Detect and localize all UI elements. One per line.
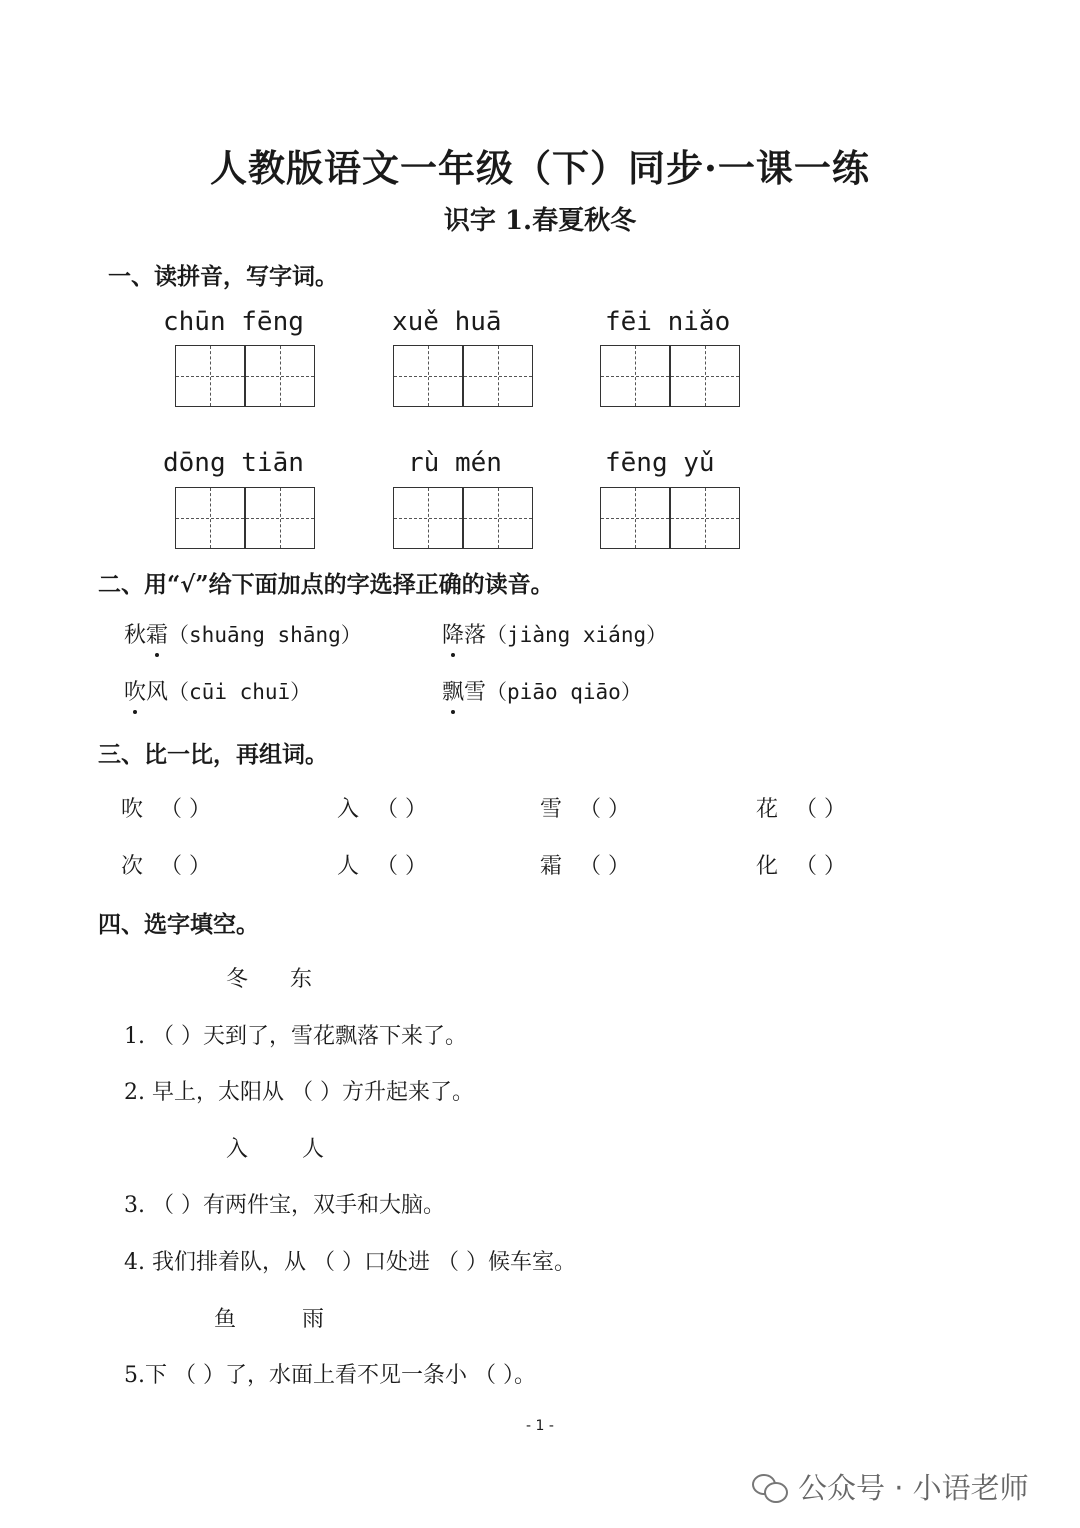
pinyin-6: fēng yǔ xyxy=(605,448,715,478)
fill-question-1: 1. （ ）天到了，雪花飘落下来了。 xyxy=(124,1024,467,1049)
compare-char: 雪 xyxy=(540,797,563,822)
section-1-heading: 一、读拼音，写字词。 xyxy=(108,263,338,290)
watermark: 公众号 · 小语老师 xyxy=(752,1466,1029,1507)
compare-char: 化 xyxy=(756,854,779,879)
reading-item: 吹风（cūi chuī） xyxy=(124,675,311,706)
writing-box[interactable] xyxy=(463,487,533,549)
reading-item: 秋霜（shuāng shāng） xyxy=(124,618,362,649)
lesson-subtitle: 识字 1.春夏秋冬 xyxy=(443,206,637,236)
answer-blank[interactable]: （ ） xyxy=(376,797,427,822)
fill-question-5: 5.下 （ ）了，水面上看不见一条小 （ ）。 xyxy=(124,1363,536,1388)
fill-question-3: 3. （ ）有两件宝，双手和大脑。 xyxy=(124,1193,445,1218)
section-3-heading: 三、比一比，再组词。 xyxy=(98,741,328,768)
answer-blank[interactable]: （ ） xyxy=(579,797,630,822)
pinyin-1: chūn fēng xyxy=(163,307,304,337)
page-number: - 1 - xyxy=(526,1418,554,1434)
fill-question-2: 2. 早上，太阳从 （ ）方升起来了。 xyxy=(124,1080,474,1105)
reading-item: 飘雪（piāo qiāo） xyxy=(442,675,642,706)
answer-blank[interactable]: （ ） xyxy=(160,797,211,822)
writing-box[interactable] xyxy=(463,345,533,407)
writing-box[interactable] xyxy=(245,487,315,549)
pinyin-2: xuě huā xyxy=(392,307,502,337)
answer-blank[interactable]: （ ） xyxy=(376,854,427,879)
answer-blank[interactable]: （ ） xyxy=(160,854,211,879)
wechat-icon xyxy=(752,1472,788,1502)
section-4-heading: 四、选字填空。 xyxy=(98,911,259,938)
writing-box[interactable] xyxy=(600,345,670,407)
answer-blank[interactable]: （ ） xyxy=(795,797,846,822)
writing-box[interactable] xyxy=(670,345,740,407)
choice-char: 雨 xyxy=(302,1307,325,1332)
compare-char: 花 xyxy=(756,797,779,822)
writing-box[interactable] xyxy=(600,487,670,549)
choice-char: 人 xyxy=(302,1137,325,1162)
choice-char: 鱼 xyxy=(214,1307,237,1332)
reading-item: 降落（jiàng xiáng） xyxy=(442,618,667,649)
writing-box[interactable] xyxy=(175,487,245,549)
writing-box[interactable] xyxy=(393,487,463,549)
pinyin-4: dōng tiān xyxy=(163,448,304,478)
answer-blank[interactable]: （ ） xyxy=(795,854,846,879)
compare-char: 霜 xyxy=(540,854,563,879)
page-title: 人教版语文一年级（下）同步·一课一练 xyxy=(210,146,870,190)
writing-box[interactable] xyxy=(670,487,740,549)
compare-char: 人 xyxy=(337,854,360,879)
pinyin-3: fēi niǎo xyxy=(605,307,731,337)
compare-char: 次 xyxy=(121,854,144,879)
pinyin-5: rù mén xyxy=(408,448,502,478)
choice-char: 入 xyxy=(226,1137,249,1162)
answer-blank[interactable]: （ ） xyxy=(579,854,630,879)
writing-box[interactable] xyxy=(175,345,245,407)
compare-char: 入 xyxy=(337,797,360,822)
choice-char: 冬 xyxy=(226,967,249,992)
writing-box[interactable] xyxy=(245,345,315,407)
choice-char: 东 xyxy=(290,967,313,992)
fill-question-4: 4. 我们排着队，从 （ ）口处进 （ ）候车室。 xyxy=(124,1250,576,1275)
compare-char: 吹 xyxy=(121,797,144,822)
section-2-heading: 二、用“√”给下面加点的字选择正确的读音。 xyxy=(98,571,554,598)
writing-box[interactable] xyxy=(393,345,463,407)
